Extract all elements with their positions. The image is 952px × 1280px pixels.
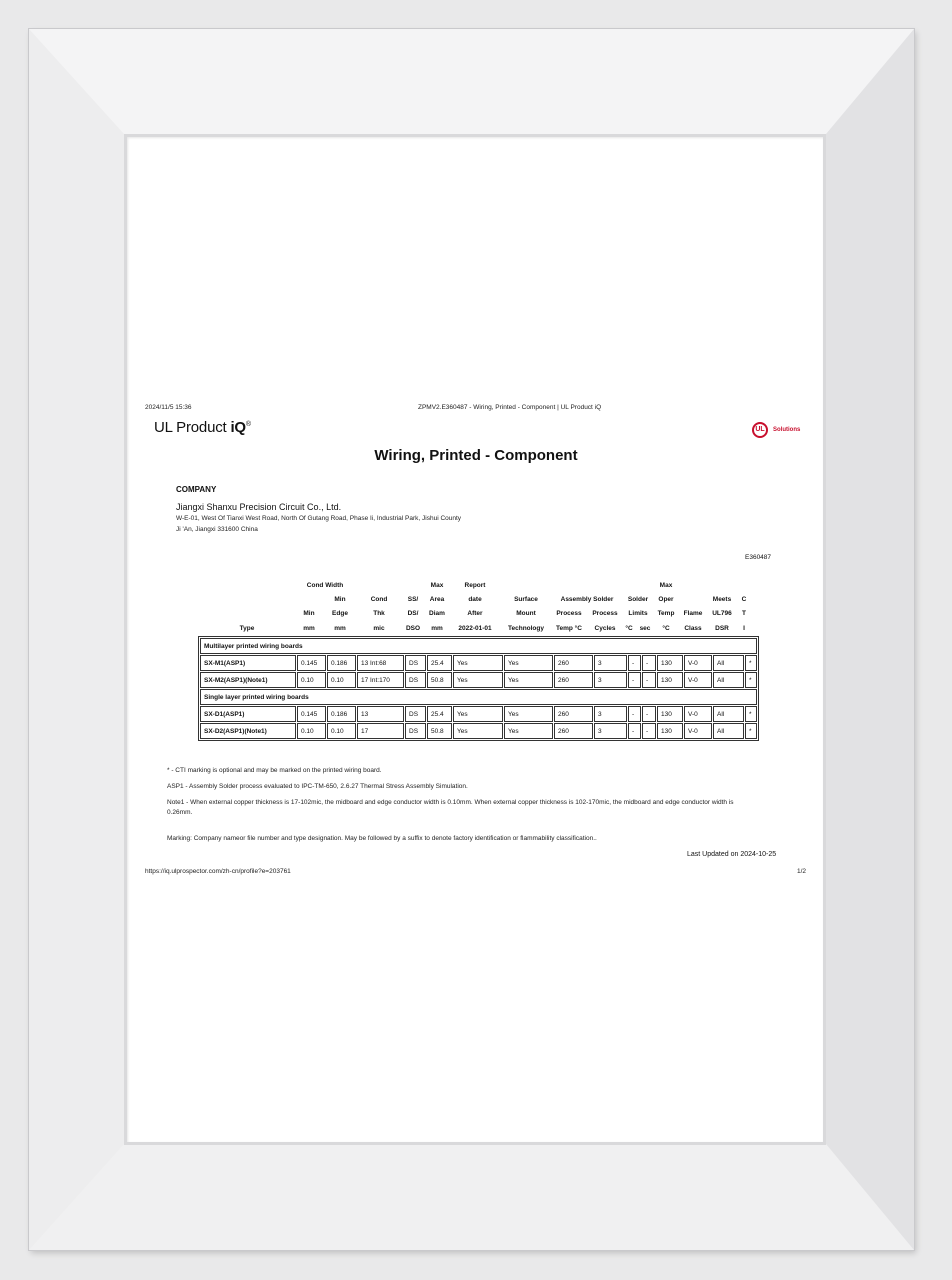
table-cell: * (745, 672, 757, 688)
header-cell: Min (334, 596, 346, 603)
table-cell: 17 (357, 723, 404, 739)
type-cell: SX-D1(ASP1) (200, 706, 296, 722)
type-cell: SX-M1(ASP1) (200, 655, 296, 671)
section-title: Multilayer printed wiring boards (200, 638, 757, 654)
table-cell: 3 (594, 723, 627, 739)
table-cell: Yes (453, 672, 503, 688)
header-cell: 2022-01-01 (458, 625, 492, 632)
table-row (200, 672, 757, 688)
table-cell: 25.4 (427, 706, 452, 722)
table-cell: 13 (357, 706, 404, 722)
table-cell: 50.8 (427, 672, 452, 688)
table-cell: All (713, 655, 744, 671)
table-cell: V-0 (684, 706, 712, 722)
header-cell: mm (431, 625, 443, 632)
header-cell: Temp (657, 610, 675, 617)
ul-solutions-label: Solutions (773, 427, 801, 433)
header-cell: C (741, 596, 747, 603)
table-cell: All (713, 672, 744, 688)
table-cell: - (642, 672, 656, 688)
table-cell: Yes (453, 655, 503, 671)
last-updated: Last Updated on 2024-10-25 (687, 851, 777, 858)
table-cell: 0.186 (327, 655, 356, 671)
header-cell: Max (430, 582, 444, 589)
header-cell: Cond Width (306, 582, 344, 589)
header-cell: T (742, 610, 746, 617)
table-cell: All (713, 706, 744, 722)
table-cell: 0.10 (327, 672, 356, 688)
company-address-line1: W-E-01, West Of Tianxi West Road, North Of Gutang Road, Phase Ii, Industrial Park, Jishui County (176, 515, 462, 522)
table-cell: 0.10 (327, 723, 356, 739)
table-cell: 130 (657, 655, 683, 671)
table-cell: - (642, 723, 656, 739)
table-cell: Yes (504, 655, 553, 671)
header-cell: Cond (370, 596, 388, 603)
table-row (200, 655, 757, 671)
header-cell: mm (303, 625, 315, 632)
header-cell: Edge (332, 610, 348, 617)
header-cell: Max (659, 582, 673, 589)
print-page-number: 1/2 (797, 868, 807, 875)
table-cell: 260 (554, 723, 593, 739)
header-cell: Assembly Solder (560, 596, 614, 603)
table-cell: 3 (594, 655, 627, 671)
header-cell: Surface (514, 596, 538, 603)
header-cell: DSO (405, 625, 421, 632)
table-cell: Yes (504, 723, 553, 739)
header-cell: Limits (628, 610, 648, 617)
table-cell: 17 Int:170 (357, 672, 404, 688)
table-row (200, 723, 757, 739)
table-cell: 3 (594, 672, 627, 688)
print-page-title: ZPMV2.E360487 - Wiring, Printed - Component | UL Product iQ (418, 404, 602, 411)
header-cell: SS/ (407, 596, 419, 603)
header-cell: UL796 (712, 610, 732, 617)
table-cell: 0.10 (297, 672, 326, 688)
header-cell: Oper (658, 596, 674, 603)
table-cell: - (642, 706, 656, 722)
table-cell: Yes (504, 706, 553, 722)
section-row (200, 638, 757, 654)
note1-line2: 0.26mm. (167, 809, 193, 816)
note-cti: * - CTI marking is optional and may be marked on the printed wiring board. (167, 767, 382, 774)
table-cell: 0.10 (297, 723, 326, 739)
header-cell: mm (334, 625, 346, 632)
header-cell: Type (239, 625, 255, 632)
table-row (200, 706, 757, 722)
table-cell: 130 (657, 706, 683, 722)
header-cell: I (743, 625, 745, 632)
table-cell: Yes (453, 706, 503, 722)
company-label: COMPANY (176, 485, 217, 494)
header-cell: Flame (683, 610, 703, 617)
table-cell: 130 (657, 723, 683, 739)
company-name: Jiangxi Shanxu Precision Circuit Co., Ltd. (176, 502, 342, 512)
table-cell: V-0 (684, 723, 712, 739)
header-cell: Process (556, 610, 582, 617)
table-cell: V-0 (684, 672, 712, 688)
header-cell: Diam (429, 610, 445, 617)
table-cell: 3 (594, 706, 627, 722)
print-datetime: 2024/11/5 15:36 (145, 404, 192, 411)
header-cell: DS/ (407, 610, 419, 617)
table-cell: Yes (453, 723, 503, 739)
table-cell: 260 (554, 706, 593, 722)
company-address-line2: Ji 'An, Jiangxi 331600 China (176, 526, 258, 533)
table-body (200, 638, 757, 739)
header-cell: Class (684, 625, 702, 632)
table-cell: DS (405, 672, 426, 688)
header-cell: date (468, 596, 482, 603)
header-cell: Technology (508, 625, 544, 632)
table-cell: * (745, 655, 757, 671)
table-cell: V-0 (684, 655, 712, 671)
table-cell: 25.4 (427, 655, 452, 671)
table-cell: All (713, 723, 744, 739)
table-cell: - (642, 655, 656, 671)
type-cell: SX-D2(ASP1)(Note1) (200, 723, 296, 739)
note-marking: Marking: Company nameor file number and type designation. May be followed by a suffix to denote factory identification or flammability classification.. (167, 835, 597, 842)
table-cell: DS (405, 723, 426, 739)
table-cell: 13 Int:68 (357, 655, 404, 671)
header-cell: Mount (516, 610, 536, 617)
table-cell: 260 (554, 655, 593, 671)
type-cell: SX-M2(ASP1)(Note1) (200, 672, 296, 688)
table-cell: - (628, 672, 641, 688)
note1-line1: Note1 - When external copper thickness is 17-102mic, the midboard and edge conductor width is 0.10mm. When external copper thickness is 102-170mic, the midboard and edge conductor width is (167, 799, 734, 806)
section-row (200, 689, 757, 705)
header-cell: Temp °C (556, 625, 582, 632)
table-cell: 0.145 (297, 655, 326, 671)
table-cell: DS (405, 706, 426, 722)
header-cell: Cycles (594, 625, 616, 632)
ul-product-iq-logo: UL Product iQ® (154, 419, 251, 436)
note-asp1: ASP1 - Assembly Solder process evaluated to IPC-TM-650, 2.6.27 Thermal Stress Assembly Simulation. (167, 783, 468, 790)
header-cell: sec (639, 625, 651, 632)
table-cell: - (628, 655, 641, 671)
product-table (198, 636, 759, 741)
header-cell: mic (373, 625, 385, 632)
header-cell: Report (464, 582, 486, 589)
table-cell: DS (405, 655, 426, 671)
table-cell: - (628, 723, 641, 739)
table-cell: 130 (657, 672, 683, 688)
header-cell: After (467, 610, 483, 617)
table-cell: Yes (504, 672, 553, 688)
header-cell: °C (625, 625, 633, 632)
header-cell: Solder (627, 596, 649, 603)
header-cell: Meets (712, 596, 732, 603)
ul-logo-icon: UL (752, 422, 768, 438)
table-cell: * (745, 706, 757, 722)
section-title: Single layer printed wiring boards (200, 689, 757, 705)
print-footer-url: https://iq.ulprospector.com/zh-cn/profile?e=203761 (145, 868, 291, 875)
header-cell: Area (429, 596, 445, 603)
table-cell: 50.8 (427, 723, 452, 739)
document-title: Wiring, Printed - Component (374, 447, 578, 464)
file-number: E360487 (745, 554, 772, 561)
table-cell: - (628, 706, 641, 722)
header-cell: °C (662, 625, 670, 632)
header-cell: DSR (715, 625, 729, 632)
table-cell: 260 (554, 672, 593, 688)
header-cell: Min (303, 610, 315, 617)
header-cell: Process (592, 610, 618, 617)
table-cell: 0.186 (327, 706, 356, 722)
table-cell: 0.145 (297, 706, 326, 722)
header-cell: Thk (373, 610, 385, 617)
table-cell: * (745, 723, 757, 739)
